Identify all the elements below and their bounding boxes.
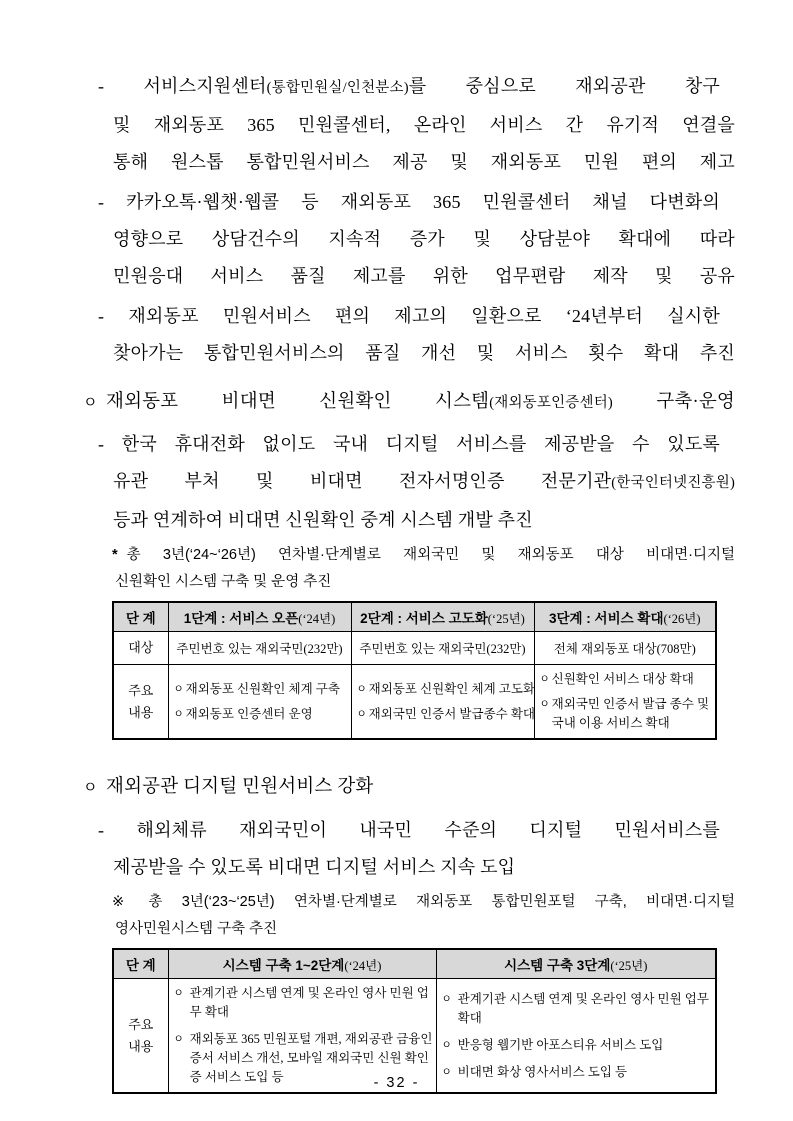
text-segment: 를 중심으로 재외공관 창구 [408, 76, 720, 96]
text-line: 영향으로 상담건수의 지속적 증가 및 상담분야 확대에 따라 [113, 229, 735, 249]
circle-bullet-icon: ㅇ [83, 395, 98, 411]
parenthetical-text: (재외동포인증센터) [489, 395, 613, 411]
circle-bullet-icon: ㅇ [83, 780, 98, 796]
section-heading-identity-system [83, 382, 735, 423]
bullet-paragraph-1 [83, 68, 735, 181]
list-item-text: 재외국민 인증서 발급종수 확대 [368, 706, 536, 721]
circle-bullet-icon: ㅇ [441, 1066, 452, 1078]
circle-bullet-icon: ㅇ [441, 1039, 452, 1051]
footnote-line: 신원확인 시스템 구축 및 운영 추진 [115, 574, 332, 590]
phase3-header-cell [436, 949, 716, 979]
phase-year: (‘25년) [610, 959, 648, 973]
identity-system-roadmap-table [112, 601, 717, 740]
parenthetical-text: (한국인터넷진흥원) [611, 475, 735, 491]
list-item-text: 재외동포 365 민원포털 개편, 재외공관 금융인증서 서비스 개선, 모바일 재외국민 신원 확인증 서비스 도입 등 [189, 1032, 433, 1084]
list-item-text: 비대면 화상 영사서비스 도입 등 [457, 1064, 628, 1079]
stage-header-cell: 단 계 [113, 949, 168, 979]
phase-year: (‘25년) [487, 612, 525, 626]
main-content-cell [534, 665, 716, 740]
footnote-line: 영사민원시스템 구축 추진 [115, 921, 278, 937]
asterisk-marker: * [112, 547, 118, 563]
consular-system-roadmap-table [112, 948, 717, 1094]
parenthetical-text: (통합민원실/인천분소) [266, 80, 409, 96]
footnote-text: 총 3년(‘23~‘25년) 연차별·단계별로 재외동포 통합민원포털 구축, 비대면·디지털 [148, 894, 735, 910]
list-item-text: 재외동포 신원확인 체계 구축 [185, 681, 340, 696]
circle-bullet-icon: ㅇ [173, 1034, 184, 1045]
text-segment: 재외동포 비대면 신원확인 시스템 [106, 392, 490, 412]
phase2-header-cell [351, 602, 534, 632]
text-line: - 해외체류 재외국민이 내국민 수준의 디지털 민원서비스를 [98, 820, 720, 840]
text-segment: - 서비스지원센터 [98, 76, 267, 96]
list-item [174, 705, 348, 724]
text-line: - 카카오톡·웹챗·웹콜 등 재외동포 365 민원콜센터 채널 다변화의 [98, 192, 720, 212]
text-line [113, 463, 735, 502]
list-item [174, 984, 433, 1022]
text-line: 제공받을 수 있도록 비대면 디지털 서비스 지속 도입 [113, 857, 516, 877]
table-row-target [113, 632, 716, 665]
footnote-line [112, 542, 735, 569]
list-item [356, 680, 536, 699]
circle-bullet-icon: ㅇ [539, 699, 550, 710]
bullet-paragraph-2 [83, 184, 735, 295]
row-label [113, 665, 168, 740]
list-item [540, 695, 713, 733]
section-heading-text [106, 382, 735, 423]
circle-bullet-icon: ㅇ [173, 683, 184, 695]
target-cell: 주민번호 있는 재외국민(232만) [351, 632, 534, 665]
list-item [174, 680, 348, 699]
phase-year: (‘26년) [663, 612, 701, 626]
text-segment: 유관 부처 및 비대면 전자서명인증 전문기관 [113, 471, 612, 491]
phase-title: 1단계 : 서비스 오픈 [183, 611, 299, 626]
text-line: 민원응대 서비스 품질 제고를 위한 업무편람 제작 및 공유 [113, 266, 735, 286]
table-row-main-content [113, 665, 716, 740]
section-heading-digital-service [83, 767, 735, 808]
phase-year: (‘24년) [298, 612, 336, 626]
text-line [98, 68, 720, 107]
list-item [540, 670, 713, 689]
text-segment: 구축·운영 [612, 392, 735, 412]
target-cell: 주민번호 있는 재외국민(232만) [168, 632, 351, 665]
row-label-line: 주요 [128, 682, 154, 698]
circle-bullet-icon: ㅇ [173, 988, 184, 999]
phase1-header-cell [168, 602, 351, 632]
bullet-paragraph-4 [83, 426, 735, 539]
list-item-text: 재외동포 신원확인 체계 고도화 [368, 681, 536, 696]
main-content-cell [351, 665, 534, 740]
page-number: - 32 - [373, 1075, 420, 1091]
footnote-identity-roadmap [112, 542, 735, 596]
circle-bullet-icon: ㅇ [356, 683, 367, 695]
target-cell: 전체 재외동포 대상(708만) [534, 632, 716, 665]
table-header-row [113, 949, 716, 979]
text-line: - 재외동포 민원서비스 편의 제고의 일환으로 ‘24년부터 실시한 [98, 306, 720, 326]
table-header-row [113, 602, 716, 632]
text-line: 찾아가는 통합민원서비스의 품질 개선 및 서비스 횟수 확대 추진 [113, 343, 735, 363]
stage-header-cell: 단 계 [113, 602, 168, 632]
circle-bullet-icon: ㅇ [539, 674, 550, 685]
bullet-paragraph-5 [83, 812, 735, 886]
phase3-header-cell [534, 602, 716, 632]
list-item-text: 신원확인 서비스 대상 확대 [551, 672, 694, 686]
footnote-line [112, 889, 735, 916]
main-content-cell [168, 665, 351, 740]
list-item [356, 705, 536, 724]
circle-bullet-icon: ㅇ [173, 708, 184, 720]
list-item-text: 재외국민 인증서 발급 종수 및 국내 이용 서비스 확대 [551, 697, 710, 730]
phase12-header-cell [168, 949, 436, 979]
list-item [442, 1036, 713, 1055]
text-line: 및 재외동포 365 민원콜센터, 온라인 서비스 간 유기적 연결을 [113, 115, 735, 135]
section-heading-text: 재외공관 디지털 민원서비스 강화 [106, 777, 374, 797]
row-label-line: 주요 [128, 1016, 154, 1032]
text-line: 등과 연계하여 비대면 신원확인 중계 시스템 개발 추진 [113, 510, 533, 530]
footnote-portal-roadmap [112, 889, 735, 943]
phase-title: 시스템 구축 3단계 [504, 958, 611, 973]
text-line: 통해 원스톱 통합민원서비스 제공 및 재외동포 민원 편의 제고 [113, 152, 735, 172]
list-item-text: 관계기관 시스템 연계 및 온라인 영사 민원 업무 확대 [457, 991, 709, 1025]
list-item-text: 반응형 웹기반 아포스티유 서비스 도입 [457, 1037, 664, 1052]
footnote-text: 총 3년(‘24~‘26년) 연차별·단계별로 재외국민 및 재외동포 대상 비대면·디지털 [126, 547, 735, 563]
text-line: - 한국 휴대전화 없이도 국내 디지털 서비스를 제공받을 수 있도록 [98, 434, 720, 454]
circle-bullet-icon: ㅇ [441, 993, 452, 1005]
phase-year: (‘24년) [344, 959, 382, 973]
phase-title: 시스템 구축 1~2단계 [222, 958, 345, 973]
circle-bullet-icon: ㅇ [356, 708, 367, 720]
row-label-line: 내용 [128, 1038, 154, 1054]
reference-mark-icon: ※ [112, 894, 140, 910]
list-item-text: 관계기관 시스템 연계 및 온라인 영사 민원 업무 확대 [189, 986, 429, 1019]
bullet-paragraph-3 [83, 298, 735, 372]
row-label: 대상 [113, 632, 168, 665]
phase-title: 3단계 : 서비스 확대 [548, 611, 664, 626]
list-item [442, 990, 713, 1028]
phase-title: 2단계 : 서비스 고도화 [360, 611, 488, 626]
row-label-line: 내용 [128, 704, 154, 720]
list-item-text: 재외동포 인증센터 운영 [185, 706, 313, 721]
